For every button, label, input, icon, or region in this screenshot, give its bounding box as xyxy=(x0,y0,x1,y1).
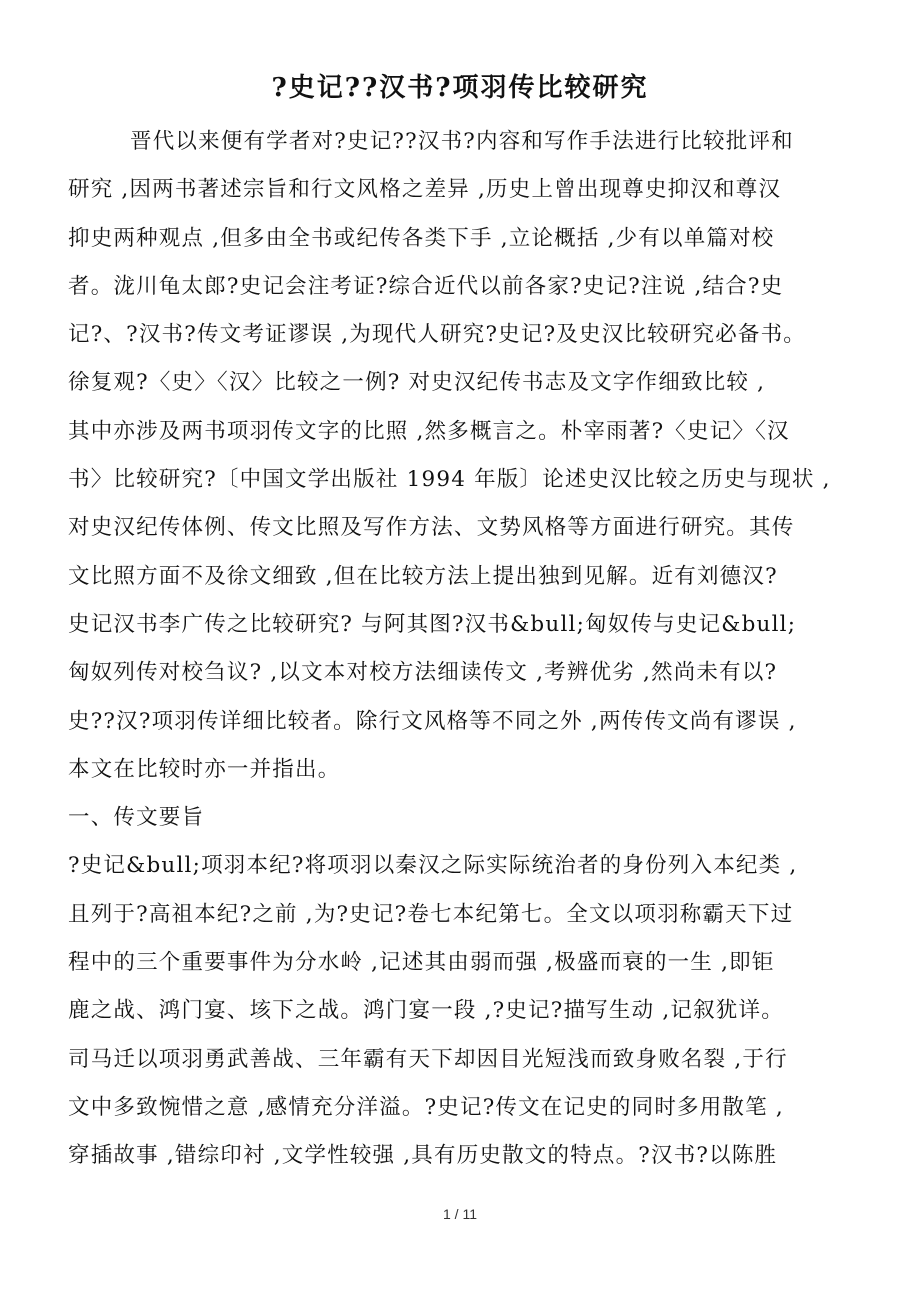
text-line: 研究 ,因两书著述宗旨和行文风格之差异 ,历史上曾出现尊史抑汉和尊汉 xyxy=(68,177,782,203)
text-line: 程中的三个重要事件为分水岭 ,记述其由弱而强 ,极盛而衰的一生 ,即钜 xyxy=(68,950,775,976)
text-line: 文中多致惋惜之意 ,感情充分洋溢。?史记?传文在记史的同时多用散笔 , xyxy=(68,1094,784,1120)
text-line: 书〉比较研究?〔中国文学出版社 1994 年版〕论述史汉比较之历史与现状 , xyxy=(68,467,831,493)
text-line: 者。泷川龟太郎?史记会注考证?综合近代以前各家?史记?注说 ,结合?史 xyxy=(68,273,784,299)
text-line: 晋代以来便有学者对?史记??汉书?内容和写作手法进行比较批评和 xyxy=(130,129,794,154)
section-heading: 一、传文要旨 xyxy=(68,805,205,831)
text-line: 记?、?汉书?传文考证谬误 ,为现代人研究?史记?及史汉比较研究必备书。 xyxy=(68,322,807,348)
text-line: 文比照方面不及徐文细致 ,但在比较方法上提出独到见解。近有刘德汉? xyxy=(68,563,778,589)
text-line: 鹿之战、鸿门宴、垓下之战。鸿门宴一段 ,?史记?描写生动 ,记叙犹详。 xyxy=(68,998,784,1024)
document-body xyxy=(68,118,864,1181)
text-line: 对史汉纪传体例、传文比照及写作方法、文势风格等方面进行研究。其传 xyxy=(68,515,795,541)
text-line: 且列于?高祖本纪?之前 ,为?史记?卷七本纪第七。全文以项羽称霸天下过 xyxy=(68,901,794,927)
text-line: 史??汉?项羽传详细比较者。除行文风格等不同之外 ,两传传文尚有谬误 , xyxy=(68,708,797,734)
document-title: ?史记??汉书?项羽传比较研究 xyxy=(271,73,649,103)
text-line: 史记汉书李广传之比较研究? 与阿其图?汉书&bull;匈奴传与史记&bull; xyxy=(68,611,797,637)
text-line: 司马迁以项羽勇武善战、三年霸有天下却因目光短浅而致身败名裂 ,于行 xyxy=(68,1046,788,1072)
text-line: 本文在比较时亦一并指出。 xyxy=(68,756,341,782)
page-number: 1 / 11 xyxy=(443,1206,477,1222)
text-line: 抑史两种观点 ,但多由全书或纪传各类下手 ,立论概括 ,少有以单篇对校 xyxy=(68,225,775,251)
text-line: ?史记&bull;项羽本纪?将项羽以秦汉之际实际统治者的身份列入本纪类 , xyxy=(68,853,798,879)
text-line: 匈奴列传对校刍议? ,以文本对校方法细读传文 ,考辨优劣 ,然尚未有以? xyxy=(68,660,778,686)
text-line: 其中亦涉及两书项羽传文字的比照 ,然多概言之。朴宰雨著?〈史记〉〈汉 xyxy=(68,418,790,444)
text-line: 徐复观?〈史〉〈汉〉比较之一例? 对史汉纪传书志及文字作细致比较 , xyxy=(68,370,766,396)
text-line: 穿插故事 ,错综印衬 ,文学性较强 ,具有历史散文的特点。?汉书?以陈胜 xyxy=(68,1143,778,1169)
